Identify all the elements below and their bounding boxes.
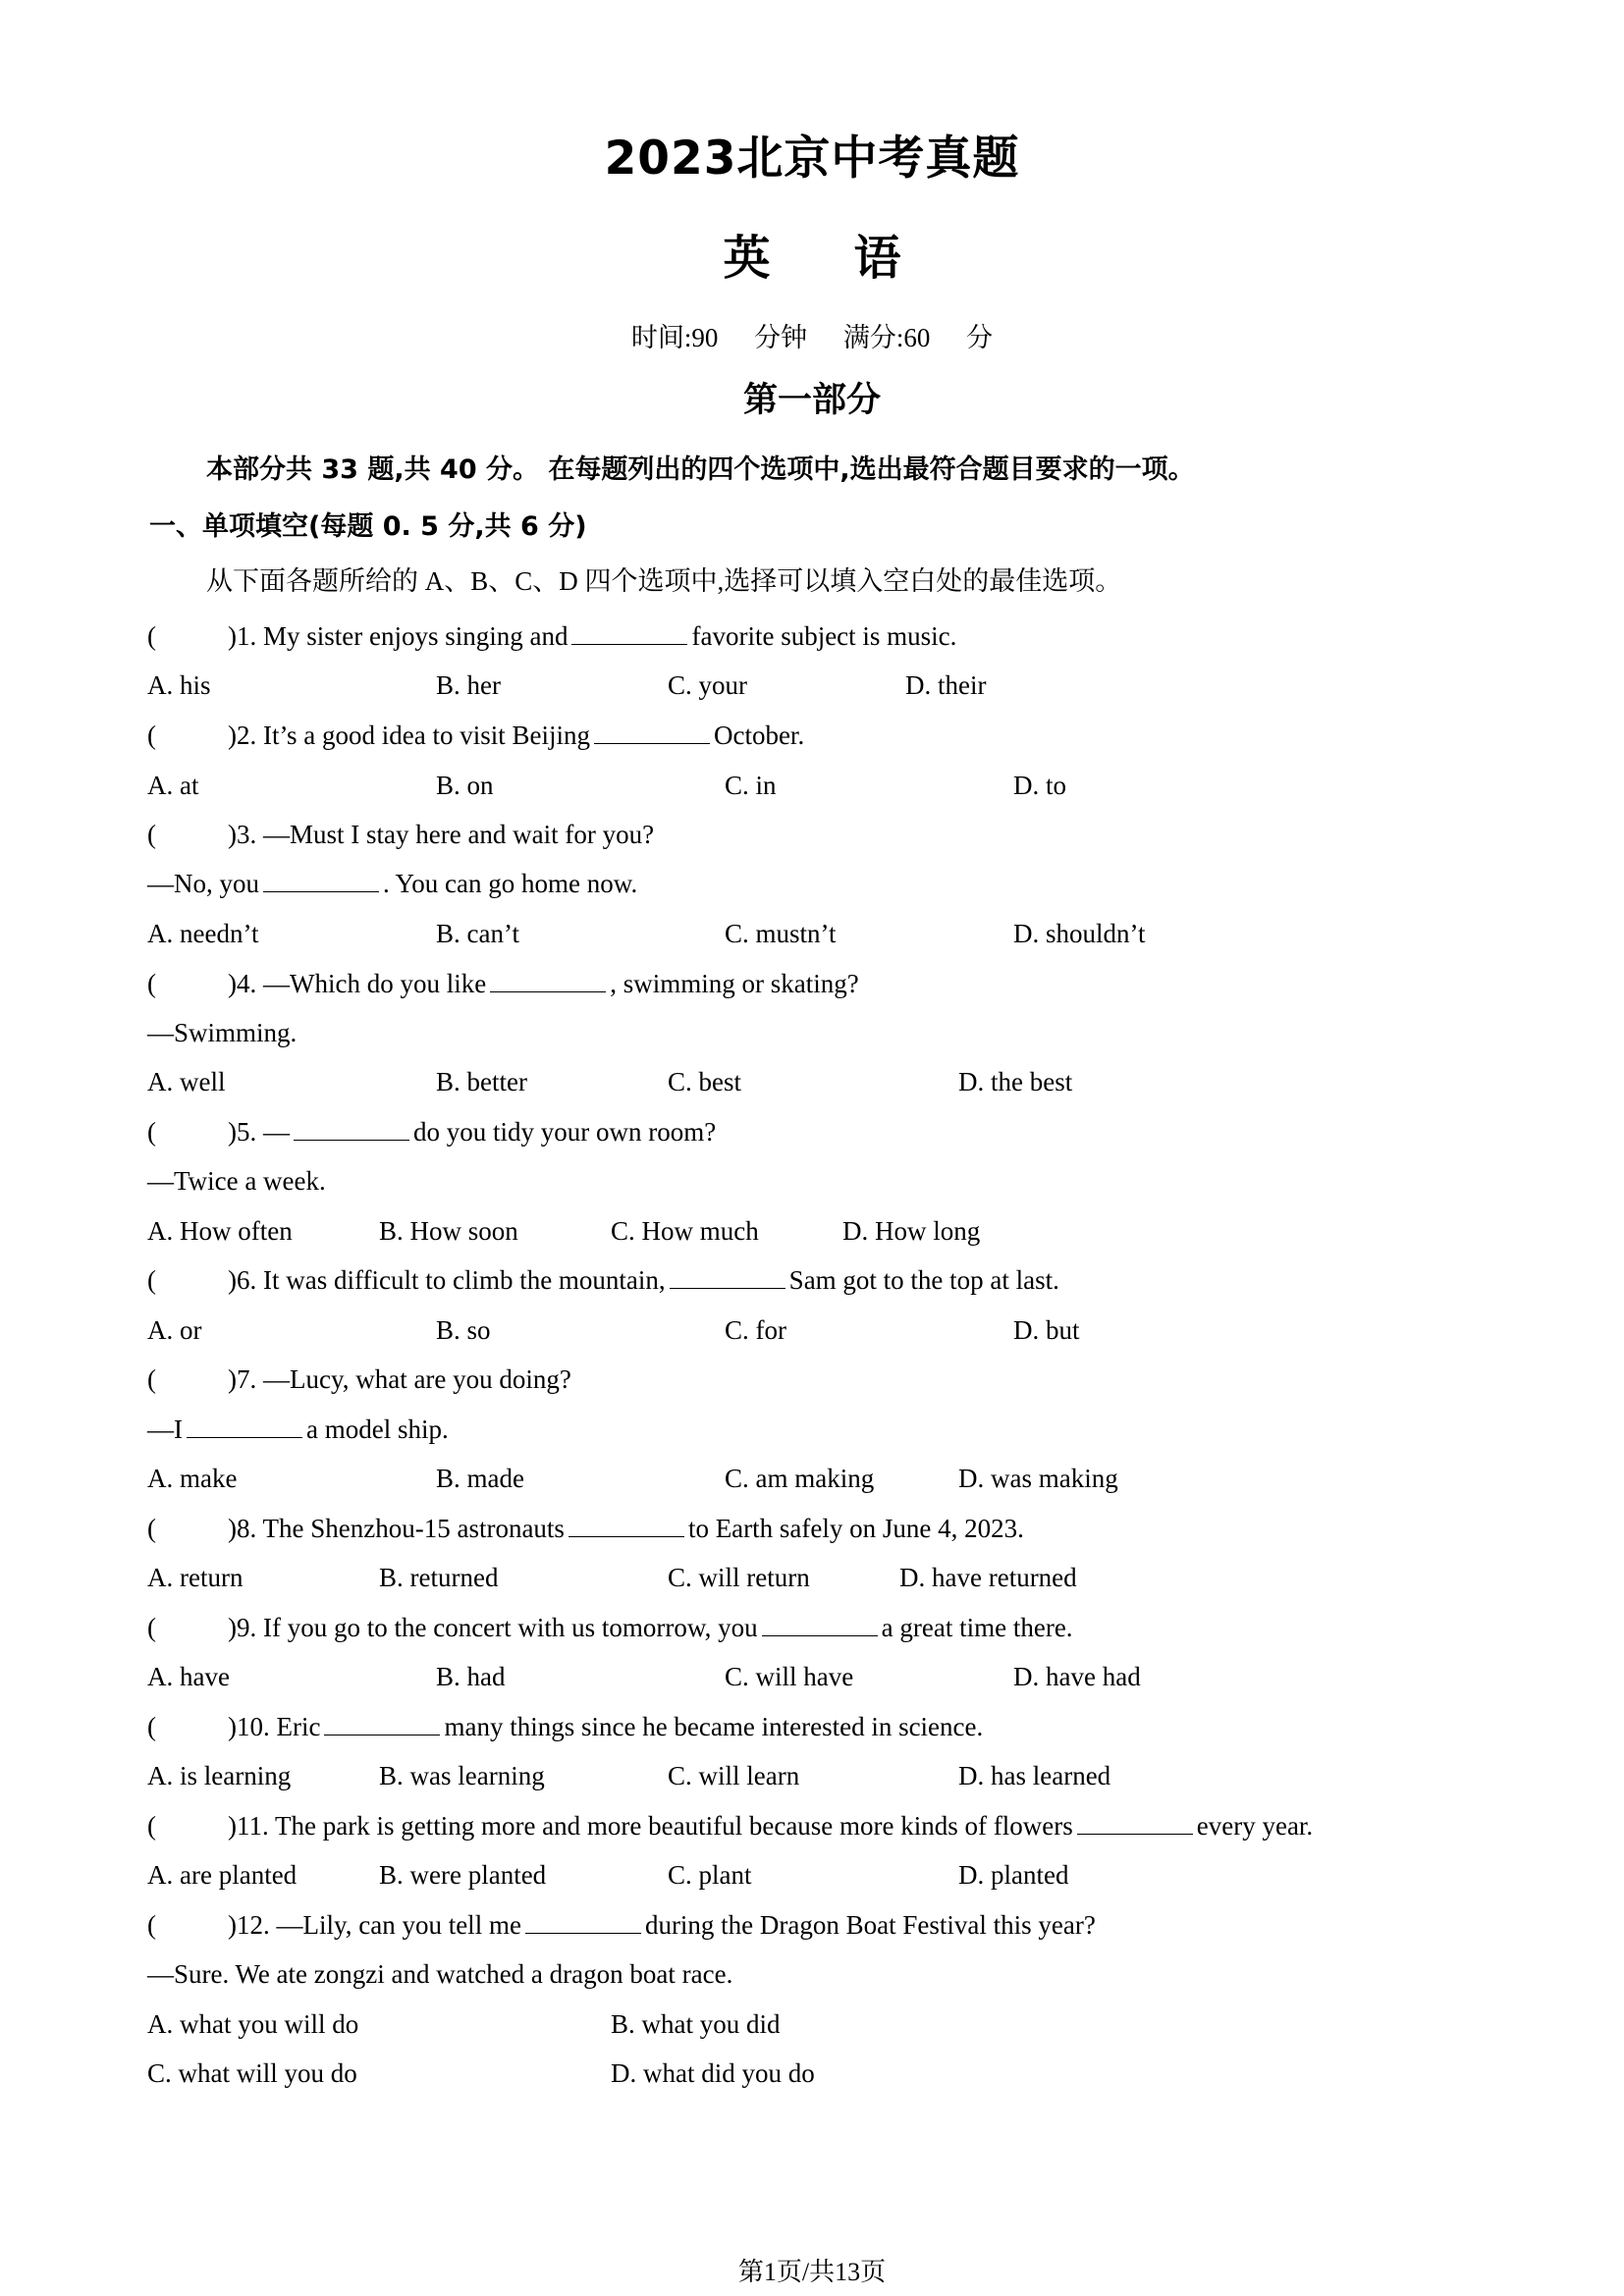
part-title: 第一部分	[742, 381, 881, 420]
option-c: C. your	[668, 670, 747, 700]
option-d: D. what did you do	[611, 2058, 815, 2088]
answer-blank	[571, 622, 687, 645]
question-3-stem: ( )3. —Must I stay here and wait for you?	[147, 820, 655, 849]
question-12-stem: ( )12. —Lily, can you tell me during the Dragon Boat Festival this year?	[147, 1910, 1096, 1940]
question-12-options-row-2	[147, 2056, 1326, 2091]
option-c: C. How much	[611, 1216, 759, 1246]
question-11-options	[147, 1857, 1326, 1893]
question-5-dialog: —Twice a week.	[147, 1166, 326, 1196]
question-9-options	[147, 1659, 1326, 1694]
option-a: A. or	[147, 1315, 202, 1345]
option-d: D. has learned	[958, 1761, 1111, 1790]
question-4-dialog: —Swimming.	[147, 1018, 298, 1047]
option-b: B. what you did	[611, 2009, 781, 2039]
option-a: A. How often	[147, 1216, 293, 1246]
answer-paren-open: (	[147, 621, 156, 651]
option-b: B. made	[436, 1464, 524, 1493]
answer-blank	[594, 721, 710, 744]
question-8-options	[147, 1560, 1326, 1595]
question-5-options	[147, 1213, 1326, 1249]
option-d: D. their	[905, 670, 987, 700]
answer-blank	[568, 1515, 684, 1537]
option-b: B. so	[436, 1315, 491, 1345]
answer-blank	[762, 1614, 878, 1636]
option-c: C. will return	[668, 1563, 810, 1592]
question-1-options	[147, 667, 1326, 703]
option-a: A. are planted	[147, 1860, 298, 1890]
option-c: C. for	[725, 1315, 786, 1345]
option-b: B. had	[436, 1662, 506, 1691]
question-12-dialog: —Sure. We ate zongzi and watched a dragon boat race.	[147, 1959, 733, 1989]
option-d: D. to	[1013, 771, 1066, 800]
option-d: D. the best	[958, 1067, 1073, 1096]
option-d: D. was making	[958, 1464, 1118, 1493]
option-a: A. return	[147, 1563, 244, 1592]
part-intro: 本部分共 33 题,共 40 分。 在每题列出的四个选项中,选出最符合题目要求的一项。	[206, 454, 1195, 485]
answer-blank	[1077, 1812, 1193, 1835]
option-c: C. what will you do	[147, 2058, 357, 2088]
question-8-stem: ( )8. The Shenzhou-15 astronauts to Earth safely on June 4, 2023.	[147, 1514, 1024, 1543]
subject-title: 英语	[723, 231, 985, 286]
question-7-dialog: —I a model ship.	[147, 1415, 449, 1444]
option-a: A. have	[147, 1662, 230, 1691]
answer-blank	[525, 1911, 641, 1934]
option-b: B. can’t	[436, 919, 519, 948]
answer-blank	[294, 1118, 409, 1141]
option-d: D. How long	[842, 1216, 981, 1246]
option-b: B. was learning	[379, 1761, 545, 1790]
question-1-stem: ( )1. My sister enjoys singing and favorite subject is music.	[147, 618, 956, 654]
answer-blank	[490, 970, 606, 992]
option-b: B. returned	[379, 1563, 499, 1592]
question-2-stem: ( )2. It’s a good idea to visit Beijing October.	[147, 721, 805, 750]
question-12-options-row-1	[147, 2006, 1326, 2042]
option-d: D. shouldn’t	[1013, 919, 1146, 948]
question-7-options	[147, 1461, 1326, 1496]
question-3-options	[147, 916, 1326, 951]
question-9-stem: ( )9. If you go to the concert with us tomorrow, you a great time there.	[147, 1613, 1073, 1642]
option-c: C. mustn’t	[725, 919, 837, 948]
question-11-stem: ( )11. The park is getting more and more beautiful because more kinds of flowers every year.	[147, 1811, 1314, 1841]
exam-title: 2023北京中考真题	[604, 132, 1020, 186]
question-10-stem: ( )10. Eric many things since he became interested in science.	[147, 1712, 984, 1741]
option-a: A. what you will do	[147, 2009, 359, 2039]
page-number: 第1页/共13页	[737, 2258, 887, 2286]
question-3-dialog: —No, you . You can go home now.	[147, 869, 638, 898]
option-b: B. her	[436, 670, 501, 700]
question-6-options	[147, 1312, 1326, 1348]
option-c: C. plant	[668, 1860, 752, 1890]
option-a: A. needn’t	[147, 919, 259, 948]
question-5-stem: ( )5. — do you tidy your own room?	[147, 1117, 717, 1147]
question-4-stem: ( )4. —Which do you like , swimming or skating?	[147, 969, 859, 998]
option-d: D. planted	[958, 1860, 1069, 1890]
section-instruction: 从下面各题所给的 A、B、C、D 四个选项中,选择可以填入空白处的最佳选项。	[206, 566, 1122, 596]
option-c: C. will learn	[668, 1761, 800, 1790]
option-a: A. his	[147, 670, 211, 700]
option-c: C. will have	[725, 1662, 854, 1691]
question-4-options	[147, 1064, 1326, 1099]
option-a: A. well	[147, 1067, 226, 1096]
option-b: B. on	[436, 771, 494, 800]
section-title: 一、单项填空(每题 0. 5 分,共 6 分)	[149, 511, 587, 542]
answer-blank	[187, 1415, 302, 1438]
option-a: A. at	[147, 771, 199, 800]
question-6-stem: ( )6. It was difficult to climb the mountain, Sam got to the top at last.	[147, 1265, 1059, 1295]
option-b: B. How soon	[379, 1216, 518, 1246]
answer-blank	[263, 870, 379, 892]
question-7-stem: ( )7. —Lucy, what are you doing?	[147, 1364, 571, 1394]
option-d: D. but	[1013, 1315, 1080, 1345]
option-a: A. make	[147, 1464, 238, 1493]
question-2-options	[147, 768, 1326, 803]
time-score-info: 时间:90 分钟 满分:60 分	[630, 323, 994, 352]
option-a: A. is learning	[147, 1761, 292, 1790]
option-d: D. have had	[1013, 1662, 1141, 1691]
question-10-options	[147, 1758, 1326, 1793]
option-b: B. were planted	[379, 1860, 547, 1890]
option-c: C. am making	[725, 1464, 875, 1493]
answer-blank	[670, 1266, 785, 1289]
option-b: B. better	[436, 1067, 527, 1096]
answer-blank	[324, 1713, 440, 1735]
option-d: D. have returned	[899, 1563, 1077, 1592]
option-c: C. in	[725, 771, 777, 800]
option-c: C. best	[668, 1067, 742, 1096]
